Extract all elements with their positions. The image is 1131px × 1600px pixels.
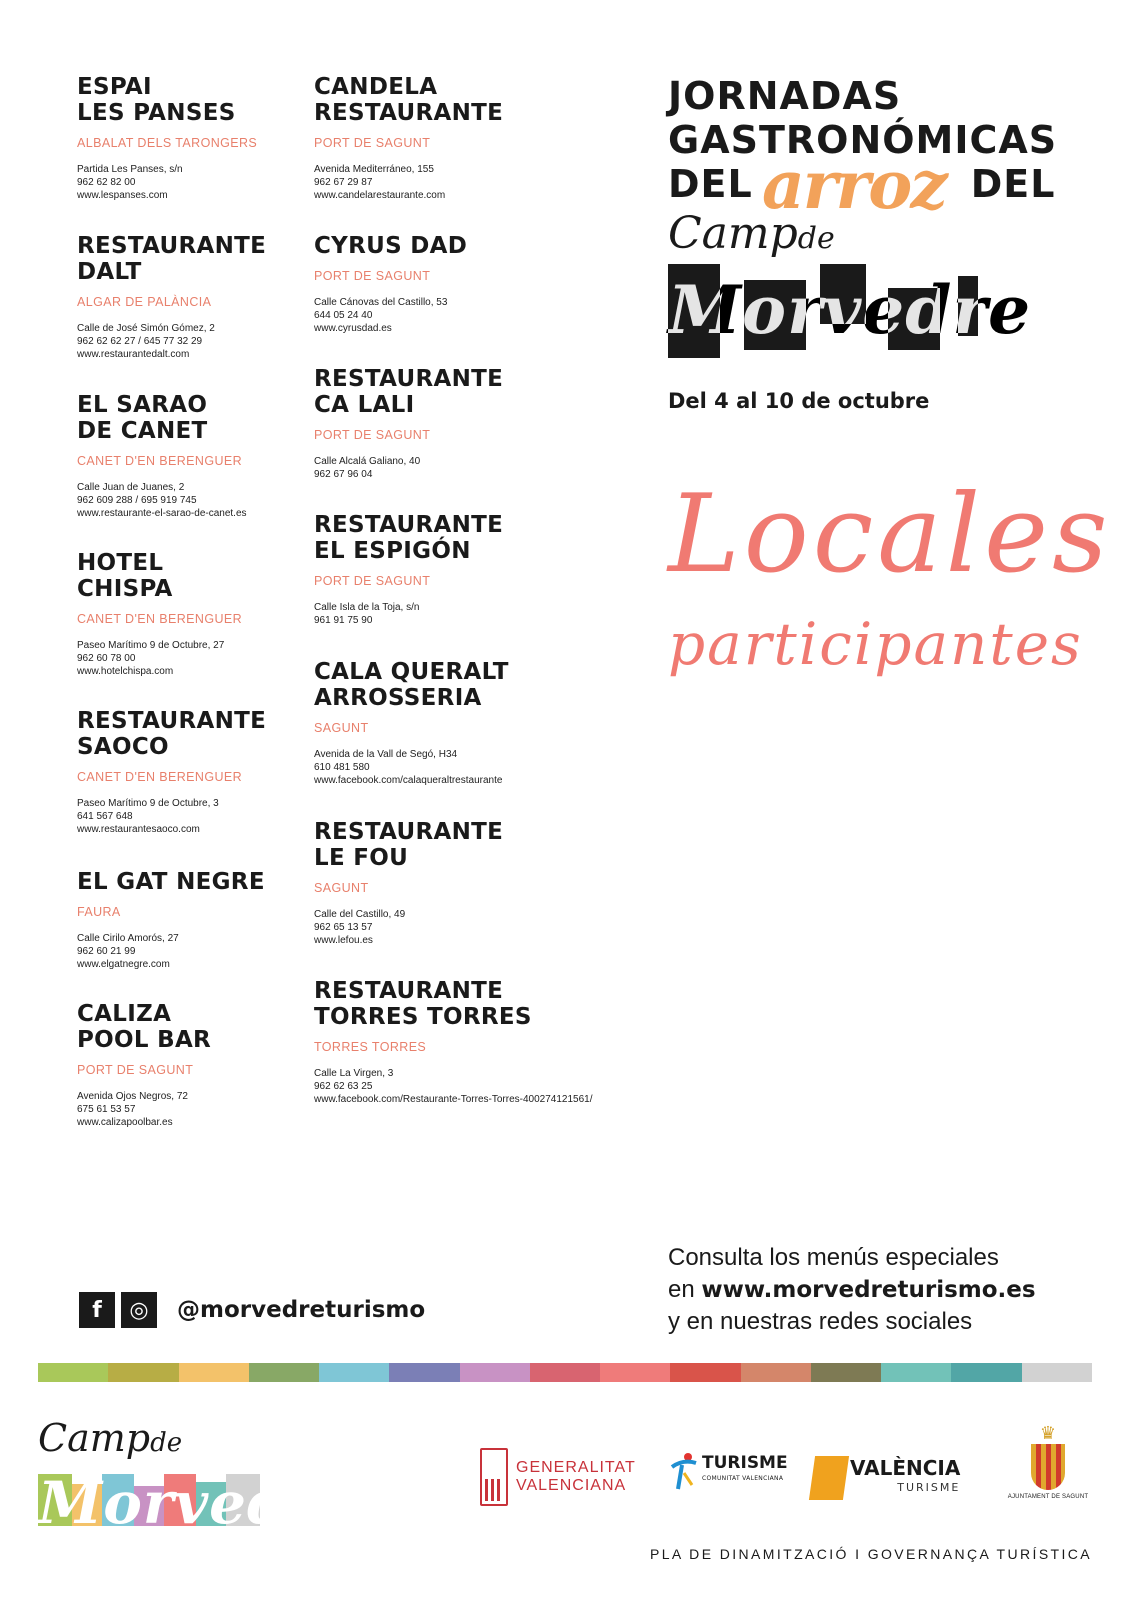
color-stripe-segment [600, 1363, 670, 1382]
address-line: Partida Les Panses, s/n [77, 164, 183, 175]
participantes-script-title: participantes [668, 610, 1083, 678]
restaurant-address [314, 296, 467, 335]
restaurant-town: ALBALAT DELS TARONGERS [77, 136, 258, 150]
phone: 962 609 288 / 695 919 745 [77, 495, 197, 506]
restaurant-name [314, 512, 503, 564]
name-line: EL SARAO [77, 392, 208, 418]
valencia-square-icon [809, 1456, 849, 1500]
logo-camp: Camp [38, 1416, 151, 1460]
restaurant-entry [77, 74, 257, 202]
website-link[interactable]: www.facebook.com/Restaurante-Torres-Torres-400274121561/ [314, 1094, 593, 1105]
phone: 962 67 96 04 [314, 469, 373, 480]
logo-morvedre: Morvedre [38, 1469, 359, 1537]
name-line: DE CANET [77, 418, 208, 444]
arroz-script-title: arroz [762, 146, 946, 224]
color-stripe-segment [811, 1363, 881, 1382]
restaurant-address [77, 639, 242, 678]
restaurant-address [314, 163, 503, 202]
address-line: Calle La Virgen, 3 [314, 1068, 394, 1079]
de-word: de [797, 221, 835, 256]
color-stripe-segment [741, 1363, 811, 1382]
address-line: Calle Alcalá Galiano, 40 [314, 456, 421, 467]
title-del-left: DEL [668, 162, 753, 206]
pla-dinamitzacio-text: PLA DE DINAMITZACIÓ I GOVERNANÇA TURÍSTICA [650, 1546, 1093, 1562]
valencia-word: VALÈNCIA [850, 1456, 961, 1480]
color-stripe-segment [249, 1363, 319, 1382]
restaurant-address [314, 1067, 592, 1106]
generalitat-shield-icon [480, 1448, 508, 1506]
website-link[interactable]: www.cyrusdad.es [314, 323, 392, 334]
logo-de: de [150, 1428, 183, 1458]
restaurant-address [77, 322, 266, 361]
restaurant-entry [314, 74, 503, 202]
phone: 962 62 62 27 / 645 77 32 29 [77, 336, 203, 347]
restaurant-entry [314, 233, 467, 335]
turisme-text [702, 1455, 788, 1487]
restaurant-town: PORT DE SAGUNT [77, 1063, 194, 1077]
logo-camp-de [38, 1416, 182, 1460]
restaurant-address [77, 163, 257, 202]
restaurant-name [314, 74, 503, 126]
generalitat-text [516, 1459, 636, 1495]
restaurant-town: PORT DE SAGUNT [314, 269, 431, 283]
gva-line: VALENCIANA [516, 1477, 627, 1494]
title-line-1: JORNADAS [668, 74, 902, 118]
name-line: RESTAURANTE [314, 366, 504, 392]
restaurant-town: PORT DE SAGUNT [314, 136, 431, 150]
website-link[interactable]: www.lespanses.com [77, 190, 168, 201]
restaurant-entry [77, 1001, 211, 1129]
restaurant-name [314, 819, 503, 871]
valencia-text [850, 1458, 960, 1498]
phone: 644 05 24 40 [314, 310, 373, 321]
phone: 962 60 78 00 [77, 653, 136, 664]
color-stripe-segment [530, 1363, 600, 1382]
social-block [79, 1292, 425, 1328]
restaurant-town: PORT DE SAGUNT [314, 428, 431, 442]
consulta-en: en [668, 1276, 702, 1303]
name-line: CA LALI [314, 392, 415, 418]
phone: 961 91 75 90 [314, 615, 373, 626]
camp-word: Camp [668, 208, 798, 259]
name-line: EL GAT NEGRE [77, 869, 265, 895]
restaurant-town: SAGUNT [314, 721, 369, 735]
address-line: Calle Cirilo Amorós, 27 [77, 933, 179, 944]
restaurant-town: SAGUNT [314, 881, 369, 895]
address-line: Avenida Mediterráneo, 155 [314, 164, 434, 175]
restaurant-entry [77, 869, 265, 971]
website-link[interactable]: www.hotelchispa.com [77, 666, 174, 677]
restaurant-name [77, 708, 266, 760]
crown-icon: ♛ [1039, 1423, 1057, 1443]
color-stripe-segment [951, 1363, 1021, 1382]
website-link[interactable]: www.restaurante-el-sarao-de-canet.es [77, 508, 247, 519]
name-line: RESTAURANTE [314, 100, 504, 126]
restaurant-name [77, 74, 257, 126]
camp-de-script [668, 208, 835, 261]
phone: 962 60 21 99 [77, 946, 136, 957]
restaurant-address [77, 797, 266, 836]
restaurant-name [314, 366, 503, 418]
restaurant-town: CANET D'EN BERENGUER [77, 454, 243, 468]
name-line: HOTEL [77, 550, 164, 576]
restaurant-address [77, 481, 247, 520]
locales-script-title: Locales [668, 472, 1112, 597]
phone: 962 67 29 87 [314, 177, 373, 188]
website-link[interactable]: www.restaurantedalt.com [77, 349, 190, 360]
color-stripe-segment [38, 1363, 108, 1382]
sagunt-shield-icon [1031, 1444, 1065, 1490]
website-link[interactable]: www.candelarestaurante.com [314, 190, 446, 201]
name-line: RESTAURANTE [77, 233, 267, 259]
event-title-block [668, 74, 1088, 349]
title-line-2: GASTRONÓMICAS [668, 118, 1058, 162]
restaurant-town: ALGAR DE PALÀNCIA [77, 295, 212, 309]
restaurant-town: CANET D'EN BERENGUER [77, 770, 243, 784]
phone: 962 62 63 25 [314, 1081, 373, 1092]
name-line: CANDELA [314, 74, 438, 100]
ajuntament-sagunt-logo [1000, 1424, 1096, 1500]
color-stripe-bar [38, 1363, 1092, 1382]
name-line: LES PANSES [77, 100, 236, 126]
color-stripe-segment [881, 1363, 951, 1382]
consulta-line-3: y en nuestras redes sociales [668, 1308, 973, 1335]
name-line: CALA QUERALT [314, 659, 509, 685]
title-del-right: DEL [970, 162, 1056, 206]
restaurant-entry [314, 512, 503, 627]
name-line: DALT [77, 259, 142, 285]
restaurant-town: TORRES TORRES [314, 1040, 427, 1054]
name-line: TORRES TORRES [314, 1004, 532, 1030]
website-link[interactable]: www.lefou.es [314, 935, 373, 946]
address-line: Calle del Castillo, 49 [314, 909, 406, 920]
name-line: RESTAURANTE [314, 978, 504, 1004]
restaurant-entry [314, 978, 592, 1106]
consulta-block [668, 1242, 1036, 1338]
phone: 675 61 53 57 [77, 1104, 136, 1115]
consulta-line-2 [668, 1274, 1036, 1306]
name-line: RESTAURANTE [314, 512, 504, 538]
name-line: ARROSSERIA [314, 685, 482, 711]
color-stripe-segment [1022, 1363, 1092, 1382]
instagram-icon[interactable]: ◎ [121, 1292, 157, 1328]
restaurant-address [314, 748, 509, 787]
turisme-sub: COMUNITAT VALENCIANA [702, 1475, 784, 1482]
name-line: CALIZA [77, 1001, 172, 1027]
website-link[interactable]: www.restaurantesaoco.com [77, 824, 200, 835]
name-line: CYRUS DAD [314, 233, 468, 259]
address-line: Calle Cánovas del Castillo, 53 [314, 297, 448, 308]
restaurant-address [77, 932, 265, 971]
color-stripe-segment [179, 1363, 249, 1382]
name-line: CHISPA [77, 576, 173, 602]
website-link[interactable]: www.calizapoolbar.es [77, 1117, 173, 1128]
phone: 610 481 580 [314, 762, 370, 773]
restaurant-town: CANET D'EN BERENGUER [77, 612, 243, 626]
valencia-turisme-logo [812, 1456, 960, 1500]
morvedre-script: Morvedre [668, 271, 1032, 349]
valencia-sub: TURISME [897, 1481, 961, 1494]
restaurant-address [314, 908, 503, 947]
color-stripe-segment [670, 1363, 740, 1382]
restaurant-name [314, 659, 509, 711]
address-line: Paseo Marítimo 9 de Octubre, 27 [77, 640, 225, 651]
name-line: RESTAURANTE [77, 708, 267, 734]
social-handle[interactable]: @morvedreturismo [177, 1297, 426, 1323]
turisme-cv-logo [668, 1451, 788, 1491]
address-line: Avenida Ojos Negros, 72 [77, 1091, 188, 1102]
phone: 962 62 82 00 [77, 177, 136, 188]
restaurant-entry [314, 366, 503, 481]
restaurant-address [77, 1090, 211, 1129]
name-line: SAOCO [77, 734, 169, 760]
address-line: Calle de José Simón Gómez, 2 [77, 323, 215, 334]
restaurant-name [77, 1001, 211, 1053]
restaurant-name [77, 392, 247, 444]
event-dates: Del 4 al 10 de octubre [668, 389, 930, 413]
restaurant-entry [77, 392, 247, 520]
phone: 962 65 13 57 [314, 922, 373, 933]
phone: 641 567 648 [77, 811, 133, 822]
consulta-line-1: Consulta los menús especiales [668, 1244, 999, 1271]
website-link[interactable]: www.facebook.com/calaqueraltrestaurante [314, 775, 503, 786]
gva-line: GENERALITAT [516, 1459, 636, 1476]
turisme-word: TURISME [702, 1453, 788, 1473]
website-link[interactable]: www.elgatnegre.com [77, 959, 170, 970]
restaurant-name [77, 233, 266, 285]
color-stripe-segment [460, 1363, 530, 1382]
restaurant-town: PORT DE SAGUNT [314, 574, 431, 588]
restaurant-entry [77, 233, 266, 361]
address-line: Paseo Marítimo 9 de Octubre, 3 [77, 798, 219, 809]
restaurant-town: FAURA [77, 905, 121, 919]
name-line: ESPAI [77, 74, 152, 100]
name-line: LE FOU [314, 845, 409, 871]
turisme-figure-icon [668, 1451, 698, 1491]
address-line: Calle Isla de la Toja, s/n [314, 602, 420, 613]
name-line: POOL BAR [77, 1027, 212, 1053]
restaurant-name [314, 233, 467, 259]
restaurant-entry [77, 708, 266, 836]
color-stripe-segment [319, 1363, 389, 1382]
name-line: RESTAURANTE [314, 819, 504, 845]
color-stripe-segment [389, 1363, 459, 1382]
ajuntament-text: AJUNTAMENT DE SAGUNT [1007, 1494, 1089, 1500]
website-url-link[interactable]: www.morvedreturismo.es [701, 1277, 1036, 1303]
color-stripe-segment [108, 1363, 178, 1382]
name-line: EL ESPIGÓN [314, 538, 471, 564]
restaurant-entry [314, 819, 503, 947]
restaurant-name [77, 869, 265, 895]
restaurant-name [314, 978, 592, 1030]
address-line: Avenida de la Vall de Segó, H34 [314, 749, 458, 760]
camp-de-morvedre-logo [38, 1416, 359, 1566]
restaurant-address [314, 455, 503, 481]
facebook-icon[interactable]: f [79, 1292, 115, 1328]
restaurant-address [314, 601, 503, 627]
restaurant-entry [314, 659, 509, 787]
address-line: Calle Juan de Juanes, 2 [77, 482, 185, 493]
generalitat-logo [480, 1448, 636, 1506]
restaurant-name [77, 550, 242, 602]
restaurant-entry [77, 550, 242, 678]
